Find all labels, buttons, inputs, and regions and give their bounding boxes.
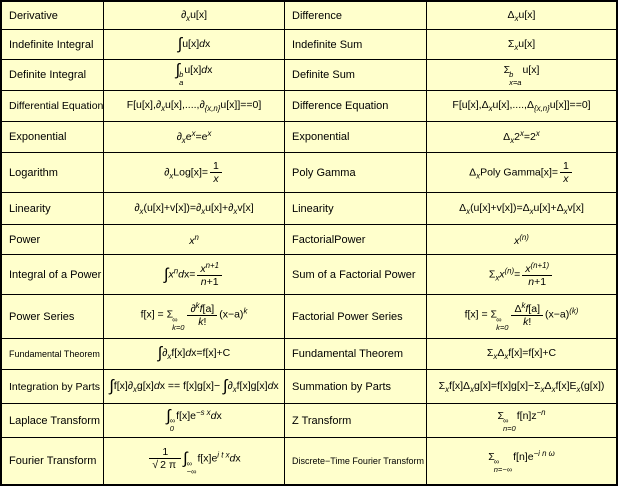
calculus-concept-label: Derivative bbox=[2, 2, 103, 29]
calculus-formula bbox=[104, 30, 284, 59]
discrete-concept-label: Factorial Power Series bbox=[285, 295, 426, 338]
formula-expression: $F[u[x],\Delta_xu[x],....,\Delta_{\{x,n\}}u[x]]==0$] bbox=[452, 99, 591, 113]
calculus-concept-label: Differential Equation bbox=[2, 91, 103, 121]
calculus-formula bbox=[104, 2, 284, 29]
discrete-formula bbox=[427, 438, 616, 484]
formula-expression: $\Sigma_xu[x]$ bbox=[507, 37, 536, 52]
discrete-concept-label: Fundamental Theorem bbox=[285, 339, 426, 369]
discrete-concept-label: Sum of a Factorial Power bbox=[285, 255, 426, 294]
discrete-concept-label: Difference bbox=[285, 2, 426, 29]
formula-expression: $\frac{1}{√ 2 \pi}$ ∫ ∞ −∞ $f[x]e^{i t x}dx$ bbox=[147, 446, 240, 475]
discrete-formula bbox=[427, 225, 616, 254]
calculus-formula bbox=[104, 122, 284, 152]
formula-expression: ∫ ∞ 0 $f[x]e^{-s x}dx$ bbox=[166, 407, 222, 433]
discrete-concept-label: Indefinite Sum bbox=[285, 30, 426, 59]
discrete-concept-label: Definite Sum bbox=[285, 60, 426, 90]
formula-expression: $\partial_xu[x]$ bbox=[180, 8, 208, 23]
formula-expression: $\partial_x(u[x]+v[x])=\partial_xu[x]+\partial_xv[x]$ bbox=[134, 201, 254, 216]
formula-expression: f[x] = Σ ∞ k=0 $\frac{\Delta^kf[a]}{k!}$ $(x-a)^{(k)}$ bbox=[464, 301, 579, 332]
discrete-formula bbox=[427, 255, 616, 294]
formula-expression: $\Sigma_xx^{(n)}=$ $\frac{x^{(n+1)}}{n+1}$ bbox=[489, 261, 554, 288]
discrete-formula bbox=[427, 122, 616, 152]
formula-expression: f[x] = Σ ∞ k=0 $\frac{\partial^kf[a]}{k!}$ $(x-a)^k$ bbox=[140, 301, 248, 332]
formula-expression: $\Sigma_x\Delta_xf[x]=f[x]+C$ bbox=[486, 347, 557, 361]
formula-expression: Σ ∞ n=−∞ $f[n]e^{-i n \omega}$ bbox=[488, 448, 555, 474]
calculus-formula bbox=[104, 225, 284, 254]
formula-expression: $x^n$ bbox=[189, 232, 199, 247]
calculus-formula bbox=[104, 255, 284, 294]
calculus-formula bbox=[104, 295, 284, 338]
formula-expression: $\partial_xLog[x]=$ $\frac{1}{x}$ bbox=[164, 160, 224, 185]
calculus-formula bbox=[104, 91, 284, 121]
discrete-formula bbox=[427, 60, 616, 90]
discrete-concept-label: Poly Gamma bbox=[285, 153, 426, 192]
calculus-formula bbox=[104, 193, 284, 224]
discrete-concept-label: FactorialPower bbox=[285, 225, 426, 254]
formula-expression: $\int f[x]\partial_xg[x]dx == f[x]g[x]- \int\partial_xf[x]g[x]dx$ bbox=[109, 376, 279, 395]
formula-expression: Σ b x=a u[x] bbox=[503, 63, 540, 87]
formula-expression: $\Delta_x2^x=2^x$ bbox=[503, 129, 540, 145]
discrete-concept-label: Discrete−Time Fourier Transform bbox=[285, 438, 426, 484]
formula-expression: $\int x^ndx=$ $\frac{x^{n+1}}{n+1}$ bbox=[164, 261, 224, 288]
discrete-concept-label: Summation by Parts bbox=[285, 370, 426, 403]
discrete-formula bbox=[427, 2, 616, 29]
calculus-formula bbox=[104, 370, 284, 403]
calculus-concept-label: Definite Integral bbox=[2, 60, 103, 90]
formula-expression: $x^{(n)}$ bbox=[514, 232, 529, 247]
discrete-concept-label: Linearity bbox=[285, 193, 426, 224]
calculus-formula bbox=[104, 438, 284, 484]
discrete-formula bbox=[427, 91, 616, 121]
formula-expression: $\Delta_x(u[x]+v[x])=\Delta_xu[x]+\Delta_xv[x]$ bbox=[459, 201, 584, 216]
calculus-formula bbox=[104, 339, 284, 369]
formula-expression: $F[u[x],\partial_xu[x],....,\partial_{\{x,n\}}u[x]]==0$] bbox=[126, 99, 262, 113]
formula-expression: $\partial_xe^x=e^x$ bbox=[176, 129, 212, 145]
calculus-concept-label: Power Series bbox=[2, 295, 103, 338]
calculus-concept-label: Logarithm bbox=[2, 153, 103, 192]
formula-expression: $\int\partial_xf[x]dx=f[x]+C$ bbox=[157, 344, 231, 362]
calculus-concept-label: Linearity bbox=[2, 193, 103, 224]
formula-expression: $\Delta_xPoly$ Gamma[x]= $\frac{1}{x}$ bbox=[469, 160, 574, 185]
calculus-concept-label: Power bbox=[2, 225, 103, 254]
discrete-formula bbox=[427, 339, 616, 369]
discrete-formula bbox=[427, 370, 616, 403]
calculus-concept-label: Indefinite Integral bbox=[2, 30, 103, 59]
discrete-concept-label: Exponential bbox=[285, 122, 426, 152]
discrete-formula bbox=[427, 295, 616, 338]
formula-expression: $\Delta_xu[x]$ bbox=[507, 8, 536, 23]
calculus-concept-label: Exponential bbox=[2, 122, 103, 152]
calculus-concept-label: Fundamental Theorem bbox=[2, 339, 103, 369]
discrete-concept-label: Z Transform bbox=[285, 404, 426, 437]
formula-expression: ∫ b a u[x]dx bbox=[175, 60, 213, 87]
discrete-concept-label: Difference Equation bbox=[285, 91, 426, 121]
calculus-formula bbox=[104, 404, 284, 437]
formula-expression: Σ ∞ n=0 $f[n]z^{-n}$ bbox=[497, 408, 546, 433]
formula-expression: $\Sigma_xf[x]\Delta_xg[x]=f[x]g[x]-\Sigma_x\Delta_xf[x]E_x(g[x])$ bbox=[438, 379, 605, 394]
calculus-formula bbox=[104, 60, 284, 90]
discrete-formula bbox=[427, 404, 616, 437]
calculus-concept-label: Laplace Transform bbox=[2, 404, 103, 437]
discrete-formula bbox=[427, 153, 616, 192]
formula-expression: ∫u[x]dx bbox=[177, 34, 211, 53]
calculus-formula bbox=[104, 153, 284, 192]
calculus-concept-label: Fourier Transform bbox=[2, 438, 103, 484]
discrete-formula bbox=[427, 30, 616, 59]
calculus-concept-label: Integral of a Power bbox=[2, 255, 103, 294]
calculus-concept-label: Integration by Parts bbox=[2, 370, 103, 403]
discrete-formula bbox=[427, 193, 616, 224]
